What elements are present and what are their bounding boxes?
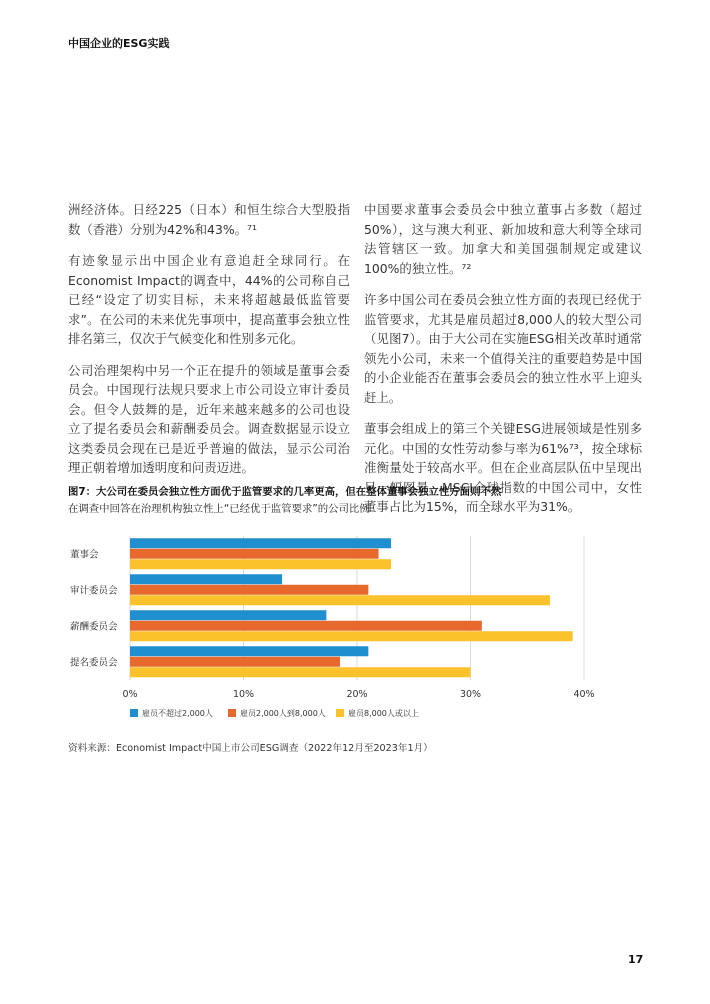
figure-source: 资料来源：Economist Impact中国上市公司ESG调查（2022年12月至2023年1月） — [68, 743, 433, 754]
legend-swatch — [336, 709, 344, 717]
bar — [130, 667, 471, 677]
left-column — [68, 200, 350, 490]
x-tick-label: 0% — [122, 689, 138, 700]
body-paragraph: 洲经济体。日经225（日本）和恒生综合大型股指数（香港）分别为42%和43%。⁷¹ — [68, 202, 350, 237]
bar — [130, 657, 340, 667]
page-number: 17 — [628, 953, 644, 966]
figure-title: 图7：大公司在委员会独立性方面优于监管要求的几率更高，但在整体董事会独立性方面则不然 — [68, 486, 502, 498]
legend-label: 雇员2,000人到8,000人 — [240, 709, 326, 718]
legend-swatch — [130, 709, 138, 717]
bar — [130, 538, 391, 548]
body-paragraph: 公司治理架构中另一个正在提升的领域是董事会委员会。中国现行法规只要求上市公司设立审计委员会。但令人鼓舞的是，近年来越来越多的公司也设立了提名委员会和薪酬委员会。调查数据显示设立这类委员会现在已是近乎普遍的做法，显示公司治理正朝着增加透明度和问责迈进。 — [68, 362, 350, 475]
running-header: 中国企业的ESG实践 — [68, 37, 170, 50]
bar — [130, 621, 482, 631]
bar — [130, 585, 368, 595]
category-label: 提名委员会 — [70, 657, 118, 669]
figure-subtitle: 在调查中回答在治理机构独立性上“已经优于监管要求”的公司比例 — [68, 503, 370, 515]
x-tick-label: 20% — [346, 689, 368, 700]
legend-swatch — [228, 709, 236, 717]
bar — [130, 610, 326, 620]
bar — [130, 631, 573, 641]
legend-label: 雇员8,000人或以上 — [348, 709, 419, 718]
x-tick-label: 10% — [232, 689, 255, 700]
bar — [130, 549, 379, 559]
x-tick-label: 30% — [459, 689, 482, 700]
body-paragraph: 有迹象显示出中国企业有意追赶全球同行。在Economist Impact的调查中，44%的公司称自己已经“设定了切实目标，未来将超越最低监管要求”。在公司的未来优先事项中，提高董事会独立性排名第三，仅次于气候变化和性别多元化。 — [68, 253, 350, 346]
bar — [130, 595, 550, 605]
category-label: 薪酬委员会 — [70, 621, 118, 633]
body-paragraph: 董事会组成上的第三个关键ESG进展领域是性别多元化。中国的女性劳动参与率为61%⁷³，按全球标准衡量处于较高水平。但在企业高层队伍中呈现出另一幅图景。MSCI全球指数的中国公司中，女性董事占比为15%，而全球水平为31%。 — [364, 421, 642, 514]
category-label: 董事会 — [70, 549, 99, 561]
bar — [130, 559, 391, 569]
right-column — [364, 200, 642, 529]
bar-chart — [60, 530, 640, 730]
bar — [130, 646, 368, 656]
bar — [130, 574, 282, 584]
category-label: 审计委员会 — [70, 585, 118, 597]
body-paragraph: 中国要求董事会委员会中独立董事占多数（超过50%），这与澳大利亚、新加坡和意大利等全球司法管辖区一致。加拿大和美国强制规定或建议100%的独立性。⁷² — [364, 202, 642, 276]
x-tick-label: 40% — [573, 689, 595, 700]
body-paragraph: 许多中国公司在委员会独立性方面的表现已经优于监管要求，尤其是雇员超过8,000人的较大型公司（见图7）。由于大公司在实施ESG相关改革时通常领先小公司，未来一个值得关注的重要趋势是中国的小企业能否在董事会委员会的独立性水平上迎头赶上。 — [364, 292, 642, 405]
legend-label: 雇员不超过2,000人 — [142, 709, 213, 718]
